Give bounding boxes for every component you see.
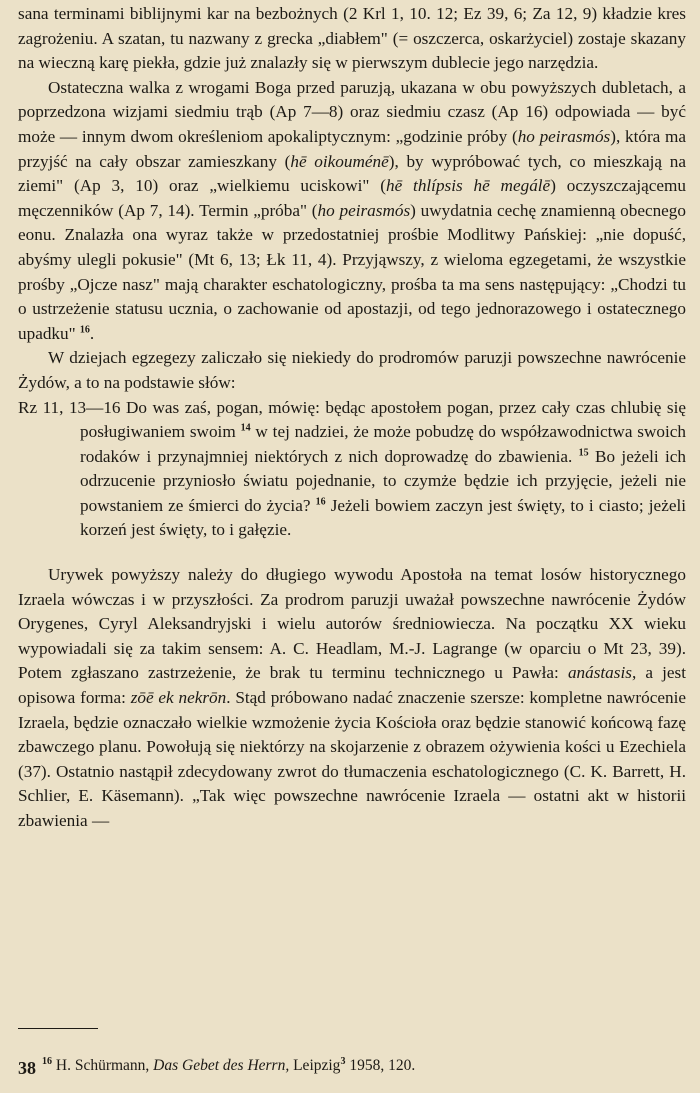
paragraph-2: Ostateczna walka z wrogami Boga przed paruzją, ukazana w obu powyższych dubletach, a poprzedzona wizjami siedmiu trąb (Ap 7—8) oraz siedmiu czasz (Ap 16) odpowiada — być może — innym dwom określeniom apokaliptycznym: „godzinie próby (ho peirasmós), która ma przyjść na cały obszar zamieszkany (hē oikouménē), by wypróbować tych, co mieszkają na ziemi" (Ap 3, 10) oraz „wielkiemu uciskowi" (hē thlípsis hē megálē) oczyszczającemu męczenników (Ap 7, 14). Termin „próba" (ho peirasmós) uwydatnia cechę znamienną obecnego eonu. Znalazła ona wyraz także w przedostatniej prośbie Modlitwy Pańskiej: „nie dopuść, abyśmy ulegli pokusie" (Mt 6, 13; Łk 11, 4). Przyjąwszy, z wieloma egzegetami, że wszystkie prośby „Ojcze nasz" mają charakter eschatologiczny, prośba ta ma sens następujący: „Chodzi tu o ustrzeżenie statusu ucznia, o zachowanie od apostazji, od tego jednorazowego i ostatecznego upadku" $^{16}$. [18,77,687,343]
footnote: $^{16}$ H. Schürmann, Das Gebet des Herrn, Leipzig$^3$ 1958, 120. [42,1055,416,1074]
greek-term: zōē ek nekrōn [130,688,227,708]
edition-number: 3 [340,1055,346,1067]
main-text [18,2,686,834]
paragraph-4: Urywek powyższy należy do długiego wywodu Apostoła na temat losów historycznego Izraela wówczas i w przyszłości. Za prodrom paruzji uważał powszechne nawrócenie Żydów Orygenes, Cyryl Aleksandryjski i wielu autorów średniowiecza. Na początku XX wieku wypowiadali się za takim sensem: A. C. Headlam, M.-J. Lagrange (w oparciu o Mt 23, 39). Potem zgłaszano zastrzeżenie, że brak tu terminu technicznego u Pawła: anástasis, a jest opisowa forma: zōē ek nekrōn. Stąd próbowano nadać znaczenie szersze: kompletne nawrócenie Izraela, będzie oznaczało wielkie wzmożenie życia Kościoła oraz będzie stanowić końcową fazę zbawczego planu. Powołują się niektórzy na skojarzenie z obrazem ożywienia kości u Ezechiela (37). Ostatnio nastąpił zdecydowany zwrot do tłumaczenia eschatologicznego (C. K. Barrett, H. Schlier, E. Käsemann). „Tak więc powszechne nawrócenie Izraela — ostatni akt w historii zbawienia — [18,565,686,830]
greek-term: hē thlípsis hē megálē [386,176,551,196]
greek-term: anástasis [567,663,632,683]
footnote-divider [18,1028,98,1029]
greek-term: ho peirasmós [517,126,611,146]
footnote-ref: 16 [79,323,90,335]
footnote-book-title: Das Gebet des Herrn, [153,1056,290,1074]
verse-number: 14 [240,422,251,434]
greek-term: ho peirasmós [317,200,411,220]
verse-number: 15 [578,446,589,458]
greek-term: hē oikouménē [290,151,389,171]
page-number: 38 [18,1058,36,1078]
paragraph-1: sana terminami biblijnymi kar na bezbożnych (2 Krl 1, 10. 12; Ez 39, 6; Za 12, 9) kładzie kres zagrożeniu. A szatan, tu nazwany z grecka „diabłem" (= oszczerca, oskarżyciel) zostaje skazany na wieczną karę piekła, gdzie już znalazły się w pierwszym dublecie jego narzędzia. [18,4,686,73]
paragraph-3: W dziejach egzegezy zaliczało się niekiedy do prodromów paruzji powszechne nawrócenie Żydów, a to na podstawie słów: [18,348,686,392]
footnote-number: 16 [42,1055,52,1067]
scripture-quote: Rz 11, 13—16 Do was zaś, pogan, mówię: będąc apostołem pogan, przez cały czas chlubię się posługiwaniem swoim $^{14}$ w tej nadziei, że może pobudzę do współzawodnictwa swoich rodaków i przynajmniej niektórych z nich doprowadzę do zbawienia. $^{15}$ Bo jeżeli ich odrzucenie przyniosło światu pojednanie, to czymże będzie ich przyjęcie, jeżeli nie powstaniem ze śmierci do życia? $^{16}$ Jeżeli bowiem zaczyn jest święty, to i ciasto; jeżeli korzeń jest święty, to i gałęzie. [18,397,686,540]
verse-number: 16 [315,496,326,508]
